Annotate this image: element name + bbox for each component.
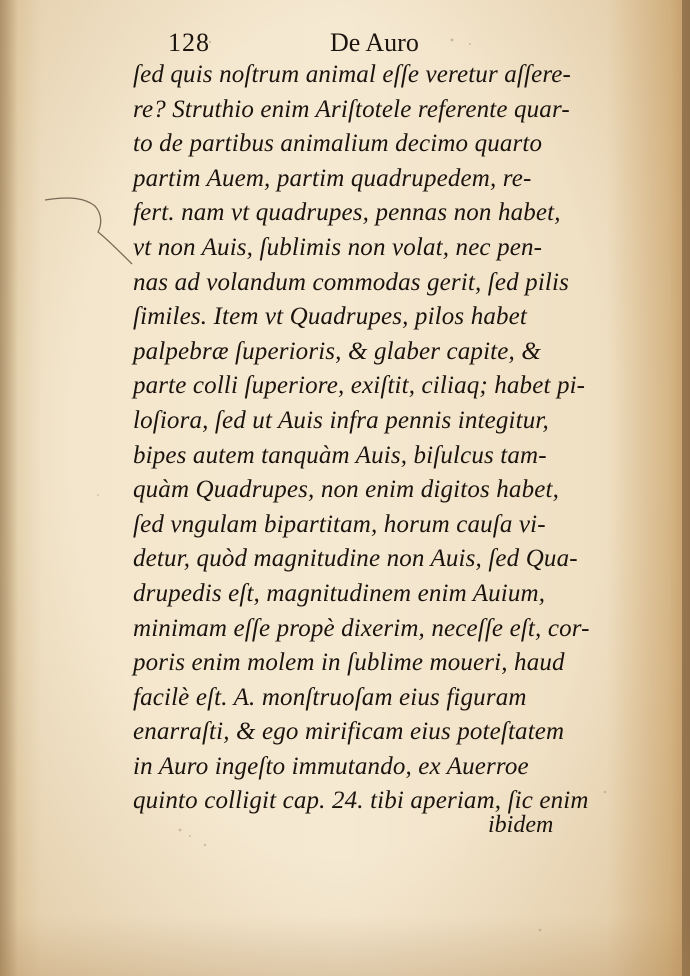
catchword: ibidem bbox=[488, 812, 554, 838]
text-line: bipes autem tanquàm Auis, biſulcus tam- bbox=[133, 441, 547, 469]
text-line: fert. nam vt quadrupes, pennas non habet, bbox=[133, 199, 561, 227]
text-line: quinto colligit cap. 24. tibi aperiam, ſic enim bbox=[133, 787, 589, 815]
margin-bracket-mark bbox=[40, 188, 135, 268]
text-line: loſiora, ſed ut Auis infra pennis integitur, bbox=[133, 406, 549, 434]
text-line: palpebræ ſuperioris, & glaber capite, & bbox=[133, 337, 541, 365]
text-line: quàm Quadrupes, non enim digitos habet, bbox=[133, 476, 559, 504]
text-line: poris enim molem in ſublime moueri, haud bbox=[133, 649, 565, 677]
text-line: detur, quòd magnitudine non Auis, ſed Qua- bbox=[133, 545, 578, 573]
text-line: ſimiles. Item vt Quadrupes, pilos habet bbox=[133, 303, 527, 331]
text-line: enarraſti, & ego mirificam eius poteſtatem bbox=[133, 718, 565, 746]
running-head bbox=[168, 28, 468, 58]
body-text bbox=[133, 58, 613, 819]
text-line: vt non Auis, ſublimis non volat, nec pen- bbox=[133, 233, 543, 261]
text-line: partim Auem, partim quadrupedem, re- bbox=[133, 164, 532, 192]
text-line: in Auro ingeſto immutando, ex Auerroe bbox=[133, 752, 529, 780]
text-line: drupedis eſt, magnitudinem enim Auium, bbox=[133, 579, 546, 607]
text-line: re? Struthio enim Ariſtotele referente quar- bbox=[133, 95, 570, 123]
text-line: ſed vngulam bipartitam, horum cauſa vi- bbox=[133, 510, 546, 538]
text-line: ſed quis noſtrum animal eſſe veretur aſſere- bbox=[133, 61, 571, 88]
text-line: parte colli ſuperiore, exiſtit, ciliaq; habet pi- bbox=[133, 372, 586, 400]
text-line: to de partibus animalium decimo quarto bbox=[133, 130, 543, 158]
page-number: 128 bbox=[168, 28, 210, 57]
text-line: minimam eſſe propè dixerim, neceſſe eſt, cor- bbox=[133, 614, 590, 642]
running-title: De Auro bbox=[330, 28, 419, 57]
text-line: facilè eſt. A. monſtruoſam eius figuram bbox=[133, 683, 527, 711]
text-line: nas ad volandum commodas gerit, ſed pilis bbox=[133, 268, 569, 296]
